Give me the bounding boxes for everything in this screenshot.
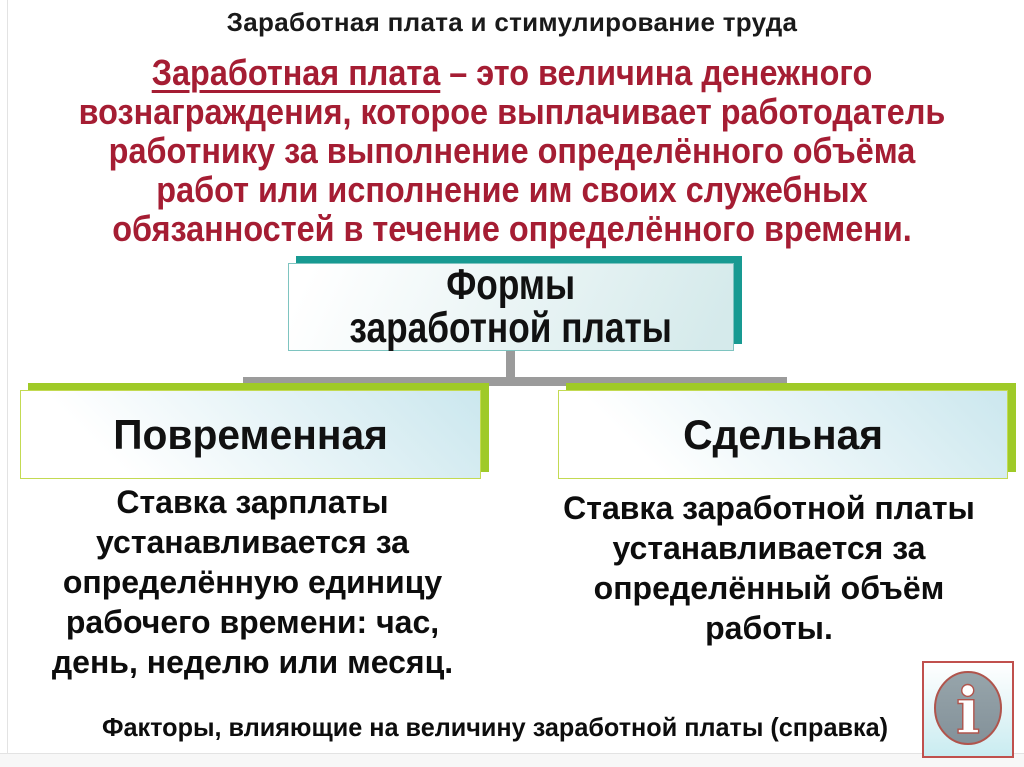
- node-wage-forms-line1: Формы: [446, 261, 576, 309]
- piece-rate-description: [528, 488, 1010, 648]
- description-line: определённый объём: [593, 570, 945, 606]
- info-icon: [924, 663, 1012, 756]
- description-line: определённую единицу: [62, 564, 443, 600]
- node-time-based: [20, 390, 481, 479]
- footer-caption: Факторы, влияющие на величину заработной платы (справка): [101, 712, 889, 742]
- time-based-description: [15, 482, 490, 682]
- slide-edge-left: [7, 0, 8, 754]
- node-piece-rate-label: Сдельная: [683, 410, 883, 458]
- node-piece-rate: [558, 390, 1008, 479]
- node-wage-forms-line2: заработной платы: [349, 304, 673, 352]
- definition-line: работнику за выполнение определённого объёма: [108, 130, 916, 171]
- definition-line: [78, 53, 946, 92]
- definition-line: работ или исполнение им своих служебных: [156, 169, 868, 210]
- definition-line: вознаграждения, которое выплачивает работодатель: [78, 91, 946, 132]
- connector-root-stem: [506, 349, 515, 380]
- description-line: Ставка заработной платы: [563, 490, 975, 526]
- node-wage-forms-label: [349, 261, 673, 352]
- description-line: день, неделю или месяц.: [51, 644, 454, 680]
- description-line: Ставка зарплаты: [116, 484, 389, 520]
- definition-term: Заработная плата: [151, 52, 441, 93]
- description-line: рабочего времени: час,: [65, 604, 440, 640]
- node-time-based-label: Повременная: [113, 410, 388, 458]
- definition-line: обязанностей в течение определённого времени.: [112, 208, 912, 249]
- description-line: устанавливается за: [612, 530, 926, 566]
- definition-line1-rest: – это величина денежного: [440, 52, 873, 93]
- description-line: работы.: [705, 610, 833, 646]
- slide-edge-bottom: [0, 753, 1024, 767]
- connector-horizontal: [243, 377, 787, 386]
- page-title: Заработная плата и стимулирование труда: [226, 7, 798, 37]
- description-line: устанавливается за: [96, 524, 409, 560]
- node-wage-forms: [288, 263, 734, 351]
- definition-paragraph: [78, 53, 946, 248]
- svg-text:i: i: [955, 674, 981, 749]
- info-button[interactable]: [922, 661, 1014, 758]
